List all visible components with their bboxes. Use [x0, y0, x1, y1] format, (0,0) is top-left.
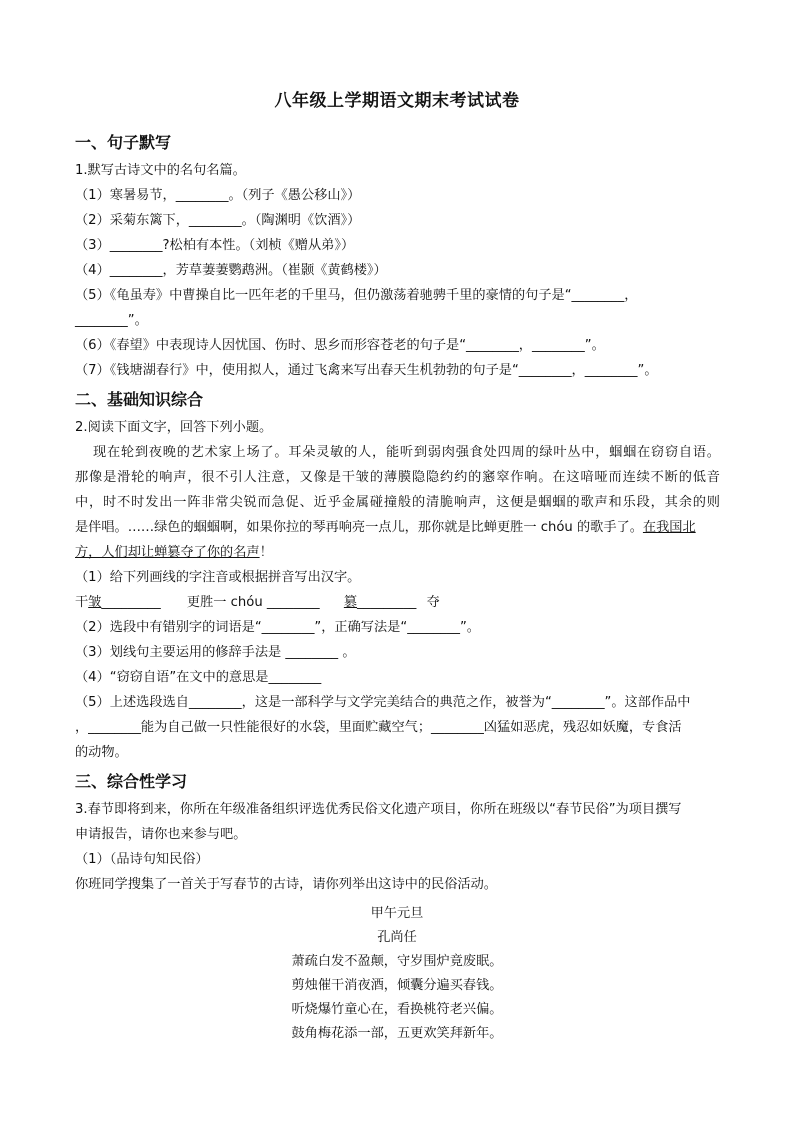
question-1-stem: 1.默写古诗文中的名句名篇。 [75, 163, 246, 178]
blank-c-char: 篡 [343, 595, 358, 610]
passage-line: 中，时不时发出一阵非常尖锐而急促、近乎金属碰撞般的清脆响声，这便是蝈蝈的歌声和乐段，其余的则 [75, 495, 720, 510]
underlined-sentence-part: 方，人们却让蝉篡夺了你的名声 [75, 545, 260, 560]
subquestion-2-2: （2）选段中有错别字的词语是“________”，正确写法是“________”。 [75, 620, 480, 635]
question-3-stem: 3.春节即将到来，你所在年级准备组织评选优秀民俗文化遗产项目，你所在班级以“春节民俗”为项目撰写 [75, 802, 682, 817]
poem-author: 孔尚任 [377, 930, 417, 945]
section-heading-2: 二、基础知识综合 [75, 390, 204, 409]
subquestion-2-5: （5）上述选段选自________，这是一部科学与文学完美结合的典范之作，被誉为“________”。这部作品中 [75, 695, 691, 710]
page-title: 八年级上学期语文期末考试试卷 [274, 91, 520, 111]
question-2-stem: 2.阅读下面文字，回答下列小题。 [75, 420, 273, 435]
blank-a-prefix: 干 [75, 595, 89, 610]
blank-b: 更胜一 chóu ________ [186, 595, 320, 610]
poem-line: 萧疏白发不盈颠，守岁围炉竟废眠。 [291, 954, 503, 969]
poem-title: 甲午元旦 [370, 906, 424, 921]
passage-line: 那像是滑轮的响声，很不引人注意，又像是干皱的薄膜隐隐约约的窸窣作响。在这喑哑而连续不断的低音 [75, 470, 720, 485]
subquestion-2-3: （3）划线句主要运用的修辞手法是 ________ 。 [75, 645, 356, 660]
blank-a: _________ [101, 595, 161, 610]
underlined-sentence-part: 在我国北 [642, 520, 696, 535]
question-1-item: （2）采菊东篱下，________。（陶渊明《饮酒》） [75, 213, 361, 228]
poem-line: 鼓角梅花添一部，五更欢笑拜新年。 [291, 1026, 503, 1041]
passage-line: 现在轮到夜晚的艺术家上场了。耳朵灵敏的人，能听到弱肉强食处四周的绿叶丛中，蝈蝈在窃窃自语。 [93, 445, 720, 460]
subquestion-2-5-continued: ，________能为自己做一只性能很好的水袋，里面贮藏空气；________凶猛如恶虎，残忍如妖魔，专食活 [75, 720, 682, 735]
subquestion-2-4: （4）“窃窃自语”在文中的意思是________ [75, 670, 322, 685]
subquestion-2-1: （1）给下列画线的字注音或根据拼音写出汉字。 [75, 570, 361, 585]
passage-line-with-underline [75, 519, 720, 537]
passage-text: 是伴唱。……绿色的蝈蝈啊，如果你拉的琴再响亮一点儿，那你就是比蝉更胜一 chóu 的歌手了。 [75, 520, 643, 535]
section-heading-1: 一、句子默写 [75, 133, 172, 152]
subquestion-3-1: （1）（品诗句知民俗） [75, 852, 209, 867]
question-1-item-continued: ________”。 [75, 313, 148, 328]
blank-c-suffix: 夺 [426, 595, 440, 610]
blank-c: _________ [357, 595, 417, 610]
question-1-item: （6）《春望》中表现诗人因忧国、伤时、思乡而形容苍老的句子是“________，________”。 [75, 338, 605, 353]
poem-line: 剪烛催干消夜酒，倾囊分遍买春钱。 [291, 978, 503, 993]
passage-text: ！ [259, 545, 273, 560]
section-heading-3: 三、综合性学习 [75, 772, 188, 791]
question-1-item: （7）《钱塘湖春行》中，使用拟人，通过飞禽来写出春天生机勃勃的句子是“________，________”。 [75, 363, 658, 378]
subquestion-3-1-text: 你班同学搜集了一首关于写春节的古诗，请你列举出这诗中的民俗活动。 [75, 877, 497, 892]
subquestion-2-5-continued: 的动物。 [75, 745, 128, 760]
question-1-item: （1）寒暑易节，________。（列子《愚公移山》） [75, 188, 361, 203]
passage-line-underlined [75, 544, 720, 562]
pinyin-blank-row [75, 594, 720, 612]
blank-a-char: 皱 [88, 595, 102, 610]
question-1-item: （3）________?松柏有本性。（刘桢《赠从弟》） [75, 238, 355, 253]
question-1-item: （5）《龟虽寿》中曹操自比一匹年老的千里马，但仍激荡着驰骋千里的豪情的句子是“________， [75, 288, 638, 303]
question-1-item: （4）________，芳草萋萋鹦鹉洲。（崔颢《黄鹤楼》） [75, 263, 387, 278]
question-3-stem-continued: 申请报告，请你也来参与吧。 [75, 827, 247, 842]
poem-line: 听烧爆竹童心在，看换桃符老兴偏。 [291, 1002, 503, 1017]
